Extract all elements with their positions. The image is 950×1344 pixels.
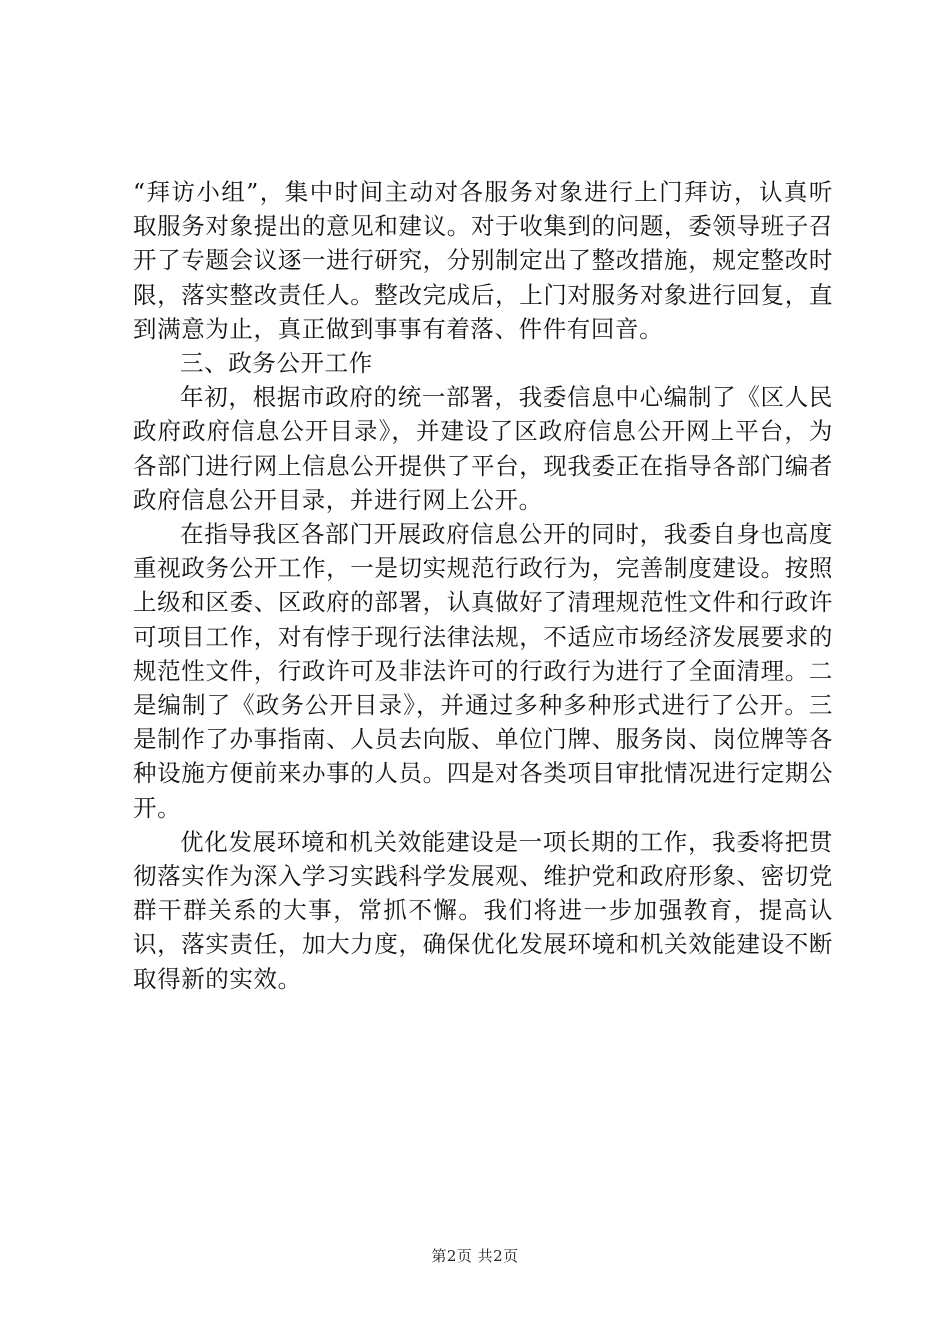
document-body bbox=[133, 175, 833, 996]
body-paragraph: 年初，根据市政府的统一部署，我委信息中心编制了《区人民政府政府信息公开目录》，并建设了区政府信息公开网上平台，为各部门进行网上信息公开提供了平台，现我委正在指导各部门编者政府信息公开目录，并进行网上公开。 bbox=[133, 383, 833, 514]
section-heading: 三、政务公开工作 bbox=[180, 349, 373, 378]
body-paragraph: 优化发展环境和机关效能建设是一项长期的工作，我委将把贯彻落实作为深入学习实践科学发展观、维护党和政府形象、密切党群干群关系的大事，常抓不懈。我们将进一步加强教育，提高认识，落实责任，加大力度，确保优化发展环境和机关效能建设不断取得新的实效。 bbox=[133, 827, 833, 993]
body-paragraph-continuation: “拜访小组”，集中时间主动对各服务对象进行上门拜访，认真听取服务对象提出的意见和建议。对于收集到的问题，委领导班子召开了专题会议逐一进行研究，分别制定出了整改措施，规定整改时限，落实整改责任人。整改完成后，上门对服务对象进行回复，直到满意为止，真正做到事事有着落、件件有回音。 bbox=[133, 178, 833, 343]
page-footer: 第2页 共2页 bbox=[431, 1247, 519, 1265]
body-paragraph: 在指导我区各部门开展政府信息公开的同时，我委自身也高度重视政务公开工作，一是切实规范行政行为，完善制度建设。按照上级和区委、区政府的部署，认真做好了清理规范性文件和行政许可项目工作，对有悖于现行法律法规，不适应市场经济发展要求的规范性文件，行政许可及非法许可的行政行为进行了全面清理。二是编制了《政务公开目录》，并通过多种多种形式进行了公开。三是制作了办事指南、人员去向版、单位门牌、服务岗、岗位牌等各种设施方便前来办事的人员。四是对各类项目审批情况进行定期公开。 bbox=[133, 520, 833, 822]
